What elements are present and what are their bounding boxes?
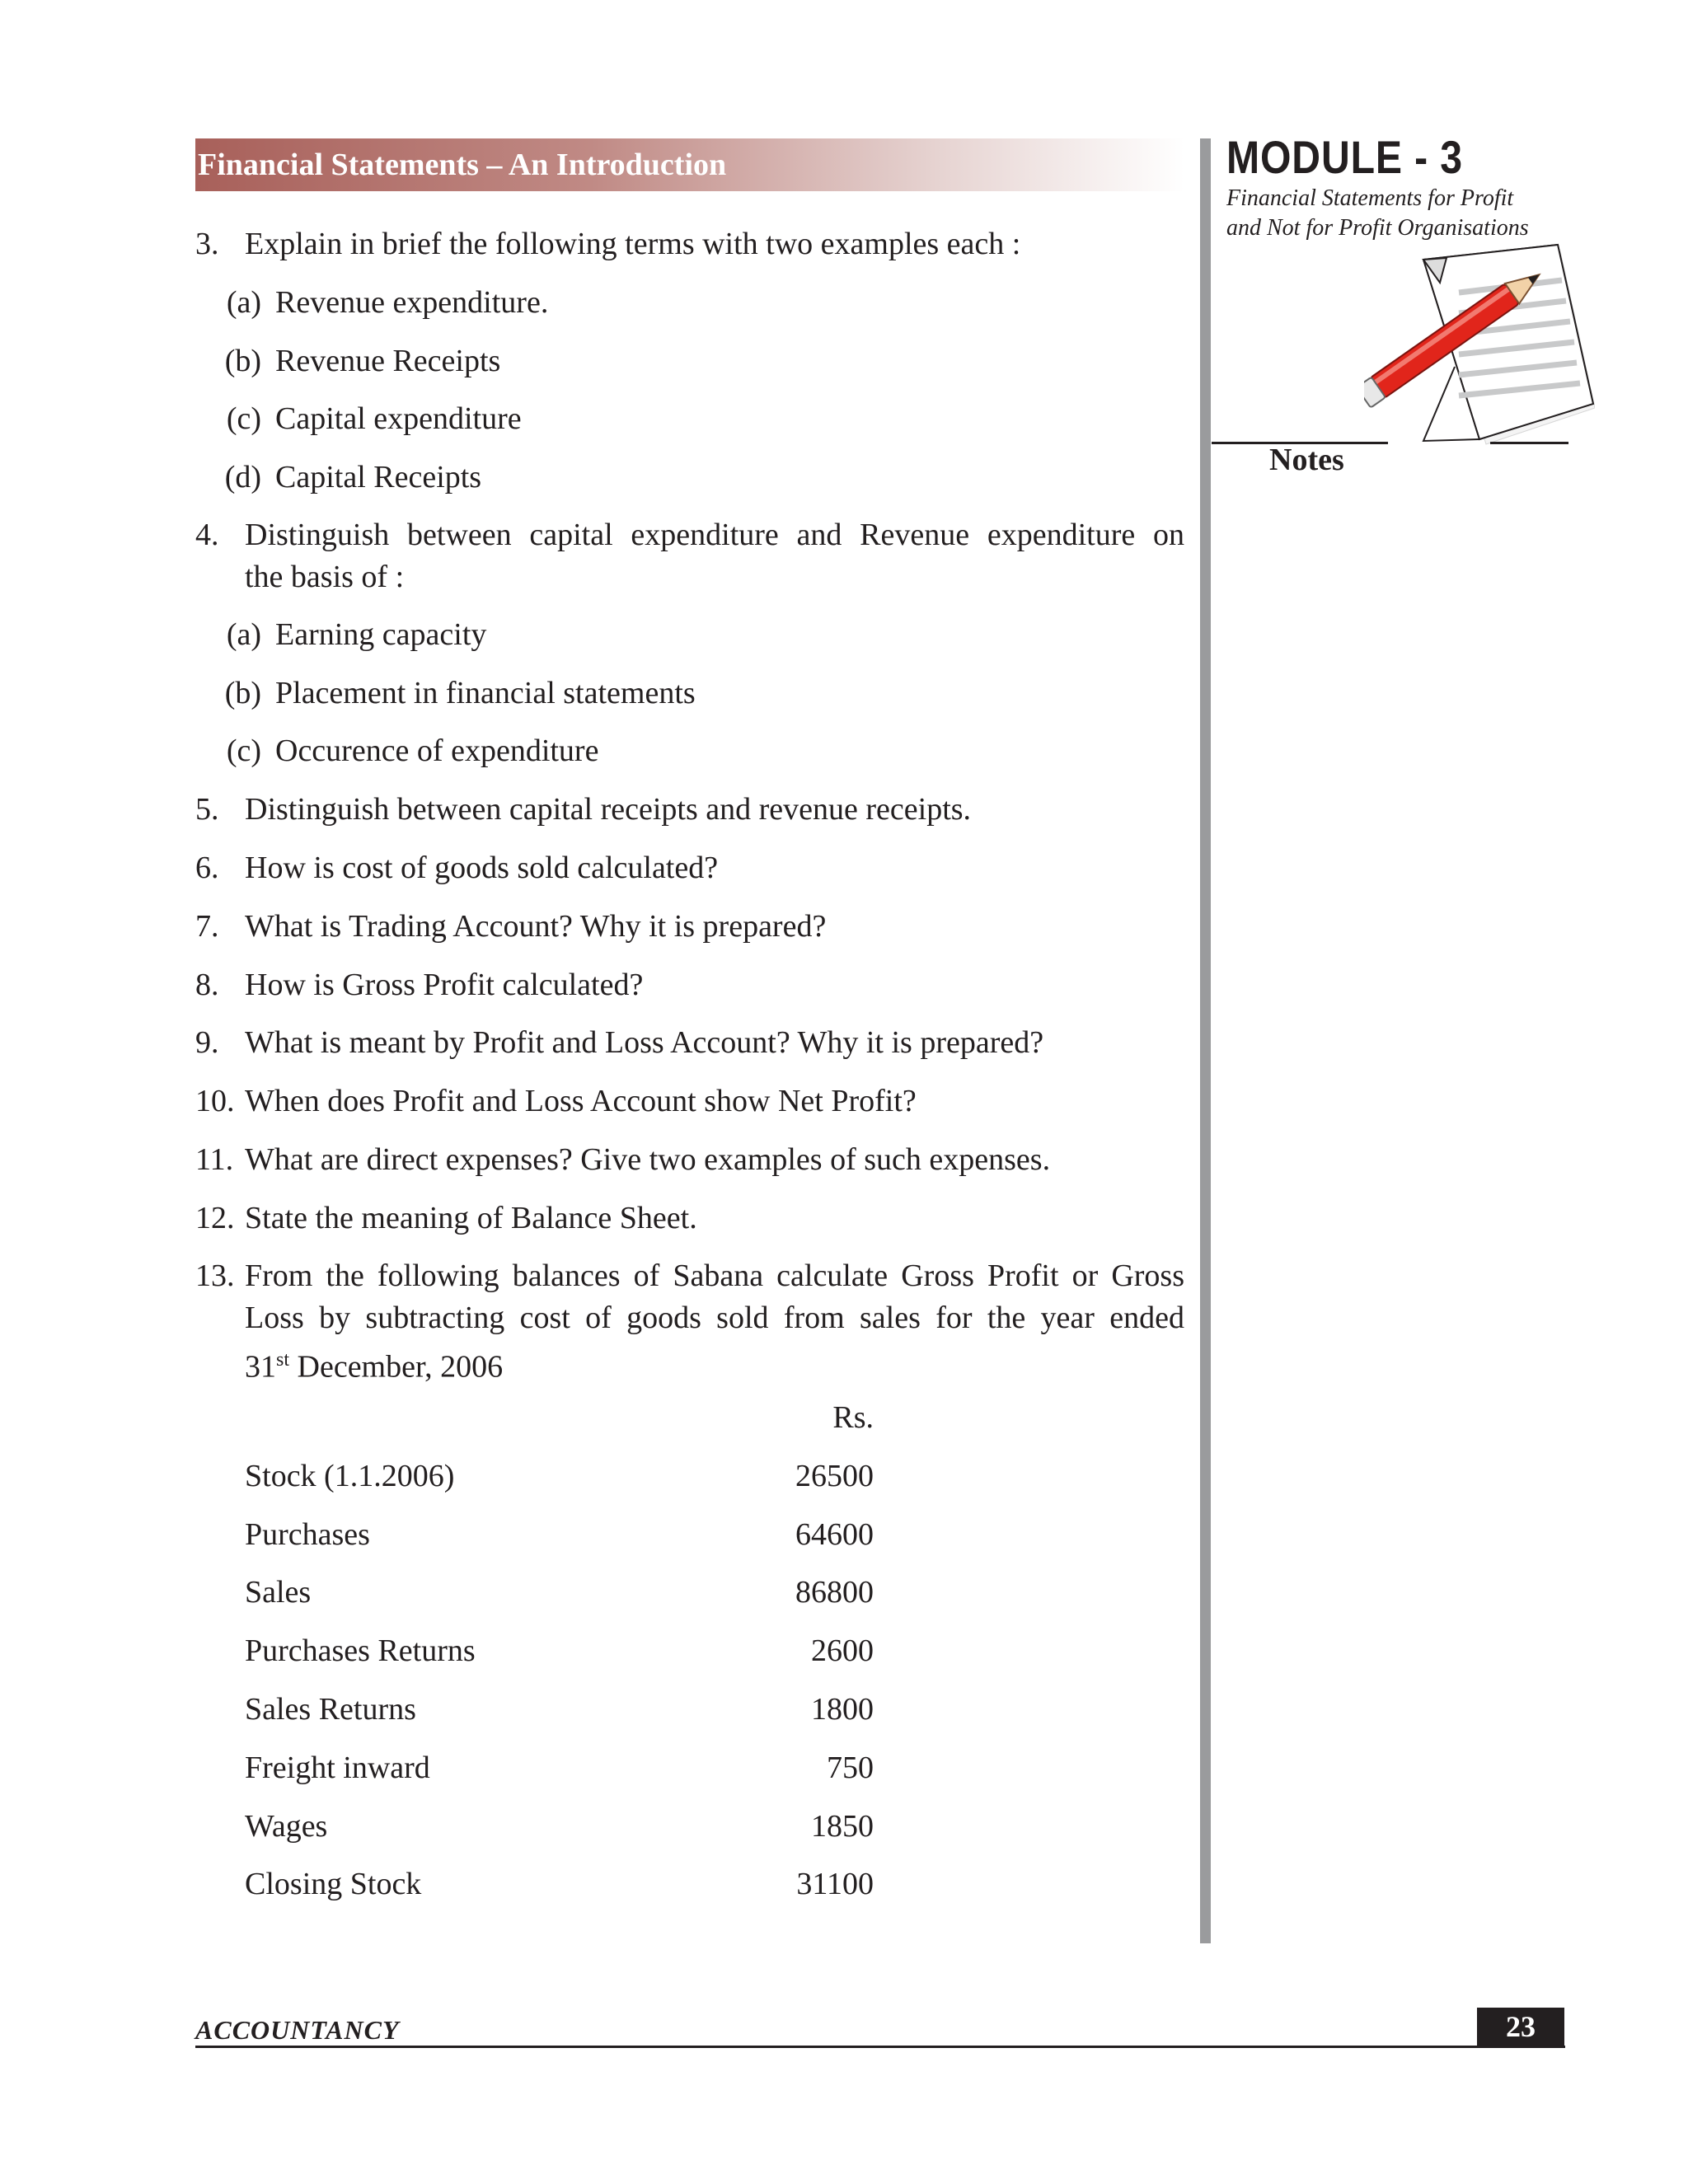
row-label: Purchases Returns	[245, 1633, 476, 1668]
question-text: Distinguish between capital receipts and revenue receipts.	[245, 792, 972, 827]
question-10	[195, 1080, 917, 1122]
question-text: What are direct expenses? Give two examples of such expenses.	[245, 1142, 1051, 1177]
item-text: Occurence of expenditure	[275, 733, 599, 768]
list-item	[195, 397, 522, 440]
row-amount: 64600	[795, 1517, 874, 1552]
list-item	[195, 340, 501, 382]
list-item	[195, 672, 696, 715]
list-item	[195, 729, 599, 772]
date-suffix: st	[276, 1349, 290, 1371]
question-number: 11.	[195, 1142, 234, 1177]
question-text: How is Gross Profit calculated?	[245, 968, 644, 1002]
row-amount: 31100	[796, 1867, 874, 1901]
item-letter: (b)	[224, 344, 261, 378]
question-number: 13.	[195, 1258, 235, 1293]
row-amount: 26500	[795, 1459, 874, 1493]
item-letter: (c)	[226, 401, 261, 436]
item-letter: (b)	[224, 676, 261, 710]
question-number: 12.	[195, 1201, 235, 1235]
row-amount: 86800	[795, 1575, 874, 1610]
module-subtitle-line2: and Not for Profit Organisations	[1226, 215, 1529, 241]
question-11	[195, 1138, 1051, 1181]
question-text-line2: the basis of :	[245, 560, 405, 594]
footer-rule	[195, 2046, 1565, 2048]
row-amount: 1850	[811, 1809, 874, 1844]
question-text: Explain in brief the following terms with two examples each :	[245, 227, 1021, 261]
question-9	[195, 1021, 1044, 1064]
notes-rule-right	[1490, 442, 1568, 444]
table-row	[245, 1455, 874, 1497]
question-13	[195, 1254, 1184, 1297]
item-text: Placement in financial statements	[275, 676, 696, 710]
date-day: 31	[245, 1349, 276, 1385]
list-item	[195, 281, 549, 324]
item-text: Capital expenditure	[275, 401, 522, 436]
table-row	[245, 1688, 874, 1731]
row-label: Freight inward	[245, 1750, 430, 1785]
question-number: 9.	[195, 1025, 219, 1060]
module-subtitle-line1: Financial Statements for Profit	[1226, 185, 1514, 211]
question-text-line3	[245, 1338, 503, 1389]
question-4	[195, 513, 1184, 556]
question-3	[195, 223, 1021, 265]
question-number: 5.	[195, 792, 219, 827]
row-label: Closing Stock	[245, 1867, 422, 1901]
table-row	[245, 1571, 874, 1614]
question-text: State the meaning of Balance Sheet.	[245, 1201, 697, 1235]
question-8	[195, 963, 644, 1006]
margin-divider	[1200, 138, 1211, 1943]
question-text-line1: From the following balances of Sabana calculate Gross Profit or Gross	[245, 1258, 1184, 1293]
row-label: Sales Returns	[245, 1692, 416, 1727]
question-5	[195, 788, 972, 831]
question-number: 6.	[195, 851, 219, 885]
table-row	[245, 1746, 874, 1789]
module-subtitle	[1226, 184, 1589, 243]
question-7	[195, 905, 827, 948]
question-text: What is Trading Account? Why it is prepared?	[245, 909, 827, 944]
question-text: When does Profit and Loss Account show Net Profit?	[245, 1084, 917, 1118]
question-text-line1: Distinguish between capital expenditure and Revenue expenditure on	[245, 518, 1184, 552]
item-text: Revenue expenditure.	[275, 285, 549, 320]
question-number: 10.	[195, 1084, 235, 1118]
question-text-line2: Loss by subtracting cost of goods sold from sales for the year ended	[245, 1301, 1184, 1335]
row-amount: 2600	[811, 1633, 874, 1668]
row-label: Stock (1.1.2006)	[245, 1459, 455, 1493]
item-text: Capital Receipts	[275, 460, 482, 494]
question-number: 3.	[195, 227, 219, 261]
question-number: 7.	[195, 909, 219, 944]
module-title: MODULE - 3	[1226, 131, 1463, 183]
table-row	[245, 1863, 874, 1905]
item-letter: (a)	[226, 617, 261, 652]
row-amount: 1800	[811, 1692, 874, 1727]
table-row	[245, 1513, 874, 1556]
table-row	[245, 1805, 874, 1848]
item-letter: (a)	[226, 285, 261, 320]
row-label: Purchases	[245, 1517, 370, 1552]
question-number: 4.	[195, 518, 219, 552]
item-letter: (d)	[224, 460, 261, 494]
item-text: Revenue Receipts	[275, 344, 501, 378]
currency-header: Rs.	[832, 1400, 874, 1435]
list-item	[195, 456, 482, 499]
table-row	[245, 1629, 874, 1672]
question-6	[195, 846, 719, 889]
row-label: Wages	[245, 1809, 328, 1844]
question-text: What is meant by Profit and Loss Account? Why it is prepared?	[245, 1025, 1044, 1060]
row-label: Sales	[245, 1575, 312, 1610]
question-text: How is cost of goods sold calculated?	[245, 851, 719, 885]
page-number: 23	[1477, 2008, 1564, 2046]
item-letter: (c)	[226, 733, 261, 768]
notes-label: Notes	[1269, 443, 1344, 477]
footer-subject: ACCOUNTANCY	[195, 2015, 400, 2045]
chapter-title: Financial Statements – An Introduction	[198, 148, 727, 182]
question-number: 8.	[195, 968, 219, 1002]
row-amount: 750	[827, 1750, 874, 1785]
list-item	[195, 613, 487, 656]
item-text: Earning capacity	[275, 617, 487, 652]
notes-pencil-icon	[1364, 243, 1595, 482]
question-12	[195, 1197, 697, 1240]
date-rest: December, 2006	[289, 1349, 504, 1385]
